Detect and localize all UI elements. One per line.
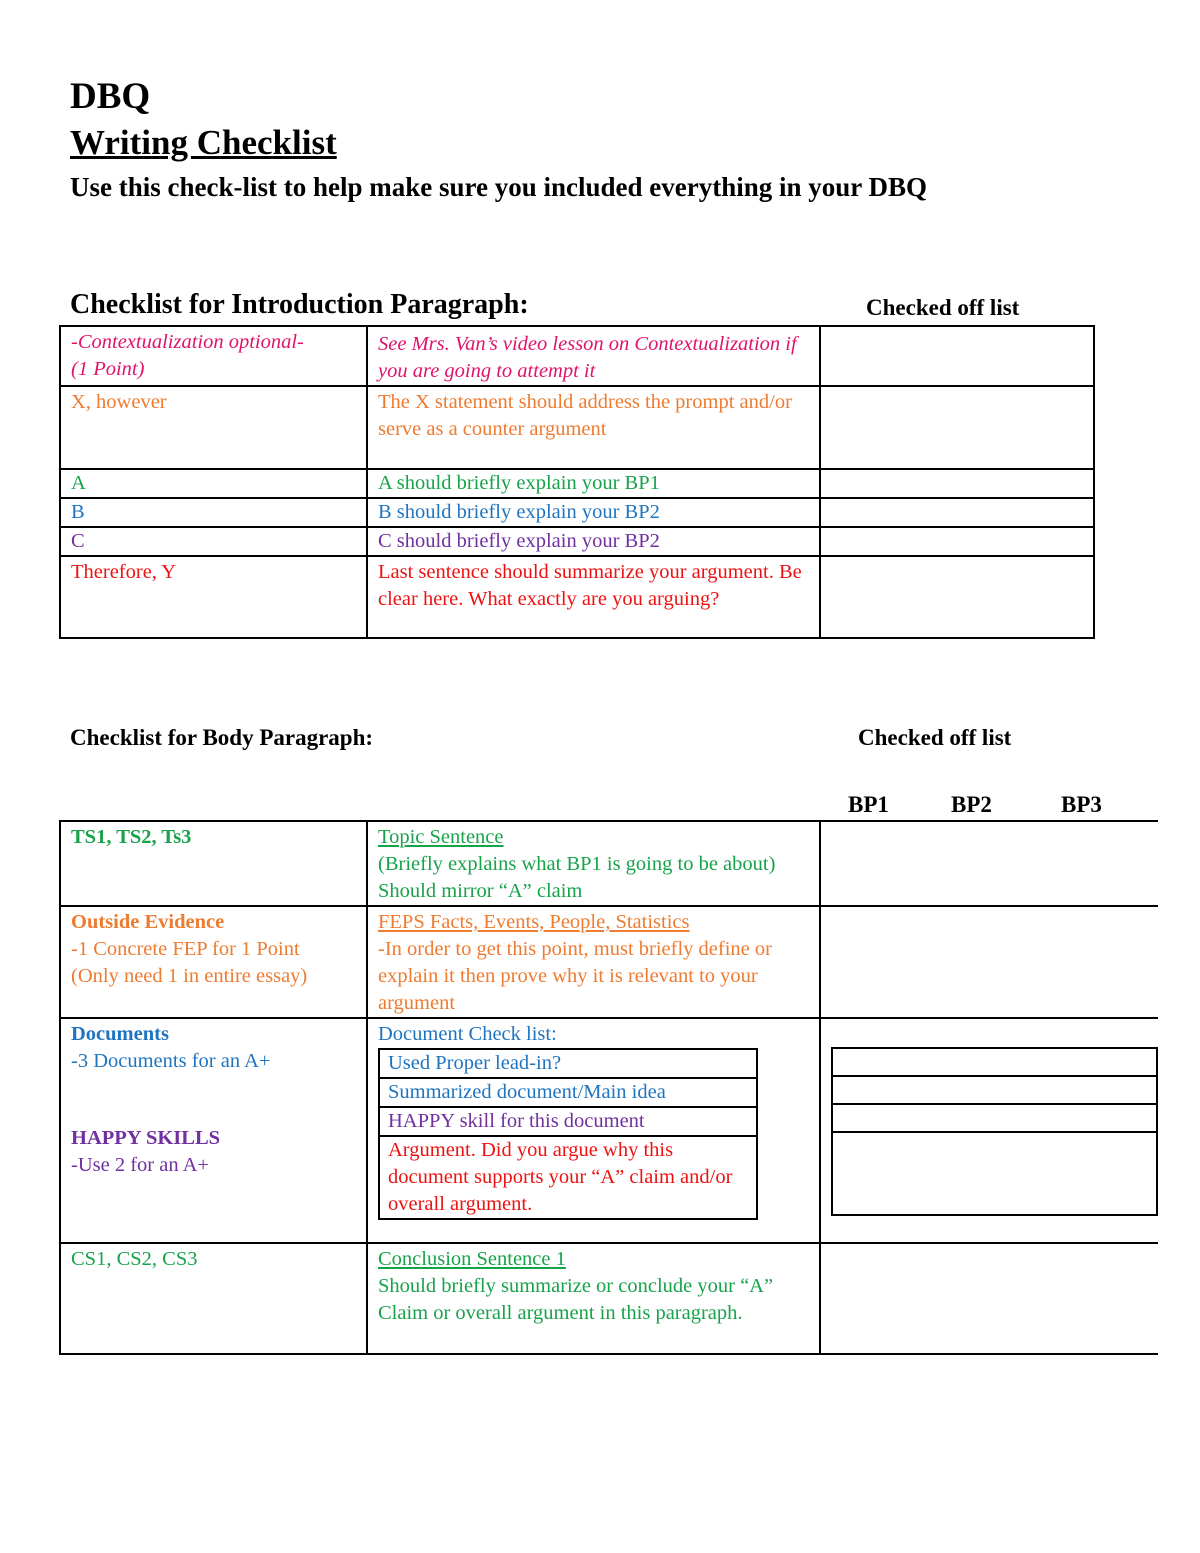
intro-check-cell[interactable] — [820, 386, 1094, 469]
item-title: Documents — [71, 1023, 169, 1045]
body-desc-cell — [367, 906, 820, 1018]
body-item-cell: TS1, TS2, Ts3 — [60, 821, 367, 906]
intro-item-cell: X, however — [60, 386, 367, 469]
intro-item-text: (1 Point) — [71, 358, 145, 380]
intro-checklist-table — [59, 325, 1095, 639]
document-check-boxes — [831, 1047, 1158, 1216]
intro-row-a — [60, 469, 1094, 498]
document-check-item[interactable]: Summarized document/Main idea — [379, 1078, 757, 1107]
body-desc-cell — [367, 1018, 820, 1243]
intro-check-cell[interactable] — [820, 498, 1094, 527]
intro-item-cell: Therefore, Y — [60, 556, 367, 638]
intro-check-cell[interactable] — [820, 326, 1094, 386]
intro-item-cell: A — [60, 469, 367, 498]
intro-row-therefore — [60, 556, 1094, 638]
intro-desc-cell: Last sentence should summarize your argument. Be clear here. What exactly are you arguing? — [367, 556, 820, 638]
body-check-cell[interactable] — [820, 1243, 1158, 1354]
intro-desc-cell: C should briefly explain your BP2 — [367, 527, 820, 556]
document-check-item[interactable]: Argument. Did you argue why this document supports your “A” claim and/or overall argument. — [379, 1136, 757, 1219]
body-row-topic — [60, 821, 1158, 906]
happy-skills-title: HAPPY SKILLS — [71, 1127, 221, 1149]
desc-title: Conclusion Sentence 1 — [378, 1248, 566, 1270]
check-box[interactable] — [832, 1104, 1157, 1132]
intro-row-c — [60, 527, 1094, 556]
document-check-item[interactable]: HAPPY skill for this document — [379, 1107, 757, 1136]
document-subtitle: Writing Checklist — [70, 123, 337, 162]
body-row-documents — [60, 1018, 1158, 1243]
item-title: Outside Evidence — [71, 911, 225, 933]
intro-check-cell[interactable] — [820, 527, 1094, 556]
intro-row-b — [60, 498, 1094, 527]
bp2-label: BP2 — [951, 792, 992, 817]
intro-check-cell[interactable] — [820, 469, 1094, 498]
desc-title: Topic Sentence — [378, 826, 504, 848]
body-item-cell: CS1, CS2, CS3 — [60, 1243, 367, 1354]
item-text: -3 Documents for an A+ — [71, 1050, 271, 1072]
check-box[interactable] — [832, 1076, 1157, 1104]
intro-heading: Checklist for Introduction Paragraph: — [70, 289, 529, 320]
body-checked-label: Checked off list — [858, 725, 1012, 750]
instructions-text: Use this check-list to help make sure you included everything in your DBQ — [70, 172, 928, 202]
desc-text: (Briefly explains what BP1 is going to be about) Should mirror “A” claim — [378, 853, 776, 902]
document-check-item[interactable]: Used Proper lead-in? — [379, 1049, 757, 1078]
intro-row-context — [60, 326, 1094, 386]
body-check-cell — [820, 1018, 1158, 1243]
document-checklist-title: Document Check list: — [378, 1023, 557, 1045]
intro-desc-cell: B should briefly explain your BP2 — [367, 498, 820, 527]
body-check-cell[interactable] — [820, 821, 1158, 906]
item-text: (Only need 1 in entire essay) — [71, 965, 308, 987]
body-desc-cell — [367, 1243, 820, 1354]
check-box[interactable] — [832, 1132, 1157, 1215]
body-item-cell — [60, 1018, 367, 1243]
intro-item-cell: B — [60, 498, 367, 527]
intro-item-cell: C — [60, 527, 367, 556]
body-row-outside — [60, 906, 1158, 1018]
item-text: -1 Concrete FEP for 1 Point — [71, 938, 300, 960]
body-item-cell — [60, 906, 367, 1018]
bp1-label: BP1 — [848, 792, 889, 817]
intro-desc-cell: The X statement should address the prompt and/or serve as a counter argument — [367, 386, 820, 469]
check-box[interactable] — [832, 1048, 1157, 1076]
intro-checked-label: Checked off list — [866, 295, 1020, 320]
body-checklist-table — [59, 820, 1158, 1355]
body-desc-cell — [367, 821, 820, 906]
document-checklist — [378, 1048, 758, 1220]
document-title: DBQ — [70, 76, 151, 117]
bp3-label: BP3 — [1061, 792, 1102, 817]
intro-item-text: -Contextualization optional- — [71, 331, 304, 353]
happy-skills-text: -Use 2 for an A+ — [71, 1154, 209, 1176]
desc-title: FEPS Facts, Events, People, Statistics — [378, 911, 690, 933]
intro-desc-cell: A should briefly explain your BP1 — [367, 469, 820, 498]
intro-item-cell — [60, 326, 367, 386]
desc-text: -In order to get this point, must briefly define or explain it then prove why it is relevant to your argument — [378, 938, 772, 1014]
body-row-conclusion — [60, 1243, 1158, 1354]
body-heading: Checklist for Body Paragraph: — [70, 725, 374, 750]
intro-check-cell[interactable] — [820, 556, 1094, 638]
intro-desc-cell: See Mrs. Van’s video lesson on Contextualization if you are going to attempt it — [367, 326, 820, 386]
intro-row-x — [60, 386, 1094, 469]
body-check-cell[interactable] — [820, 906, 1158, 1018]
desc-text: Should briefly summarize or conclude your “A” Claim or overall argument in this paragraph. — [378, 1275, 774, 1324]
